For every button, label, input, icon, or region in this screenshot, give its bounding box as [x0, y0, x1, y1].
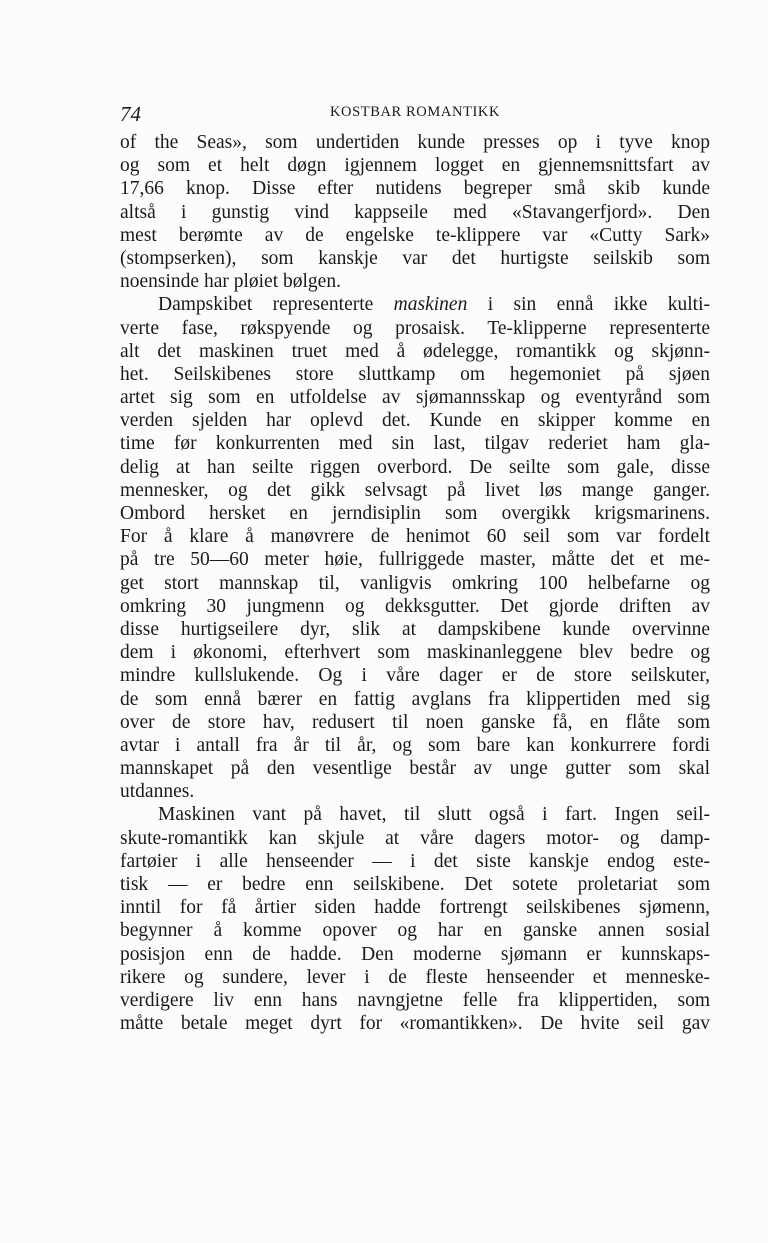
running-title: KOSTBAR ROMANTIKK	[329, 104, 501, 120]
text-line: mannskapet på den vesentlige består av unge gutter som skal	[120, 758, 710, 780]
text-line: 17,66 knop. Disse efter nutidens begreper små skib kunde	[120, 178, 710, 200]
text-line: For å klare å manøvrere de henimot 60 seil som var fordelt	[120, 526, 710, 548]
text-line: Dampskibet representerte maskinen i sin ennå ikke kulti-	[158, 294, 710, 316]
text-line: noensinde har pløiet bølgen.	[120, 271, 341, 293]
text-line: verdigere liv enn hans navngjetne felle fra klippertiden, som	[120, 989, 710, 1011]
text-line: posisjon enn de hadde. Den moderne sjømann er kunnskaps-	[120, 943, 710, 965]
text-line: artet sig som en utfoldelse av sjømannsskap og eventyrånd som	[120, 387, 710, 409]
body-text	[120, 131, 710, 1035]
text-line: Maskinen vant på havet, til slutt også i fart. Ingen seil-	[158, 804, 710, 826]
page-number: 74	[120, 102, 141, 126]
text-line: avtar i antall fra år til år, og som bare kan konkurrere fordi	[120, 734, 710, 756]
text-line: de som ennå bærer en fattig avglans fra klippertiden med sig	[120, 688, 710, 710]
text-line: altså i gunstig vind kappseile med «Stavangerfjord». Den	[120, 201, 710, 223]
emphasized-word: maskinen	[393, 294, 468, 316]
text-line: over de store hav, redusert til noen ganske få, en flåte som	[120, 711, 710, 733]
text-line: og som et helt døgn igjennem logget en gjennemsnittsfart av	[120, 155, 710, 177]
text-line: mindre kullslukende. Og i våre dager er de store seilskuter,	[120, 665, 710, 687]
text-line: het. Seilskibenes store sluttkamp om hegemoniet på sjøen	[120, 363, 710, 385]
text-line: omkring 30 jungmenn og dekksgutter. Det gjorde driften av	[120, 595, 710, 617]
text-line: get stort mannskap til, vanligvis omkring 100 helbefarne og	[120, 572, 710, 594]
text-line: time før konkurrenten med sin last, tilgav rederiet ham gla-	[120, 433, 710, 455]
text-line: på tre 50—60 meter høie, fullriggede master, måtte det et me-	[120, 549, 710, 571]
text-line: tisk — er bedre enn seilskibene. Det sotete proletariat som	[120, 874, 710, 895]
text-line: Ombord hersket en jerndisiplin som overgikk krigsmarinens.	[120, 503, 710, 524]
text-line: alt det maskinen truet med å ødelegge, romantikk og skjønn-	[120, 340, 710, 362]
text-line: (stompserken), som kanskje var det hurtigste seilskib som	[120, 247, 710, 269]
text-line: verte fase, røkspyende og prosaisk. Te-klipperne representerte	[120, 317, 710, 339]
text-line: mest berømte av de engelske te-klippere var «Cutty Sark»	[120, 224, 710, 246]
page-header	[120, 100, 710, 128]
text-line: of the Seas», som undertiden kunde presses op i tyve knop	[120, 132, 710, 153]
text-line: inntil for få årtier siden hadde fortrengt seilskibenes sjømenn,	[120, 897, 710, 919]
text-line: rikere og sundere, lever i de fleste henseender et menneske-	[120, 966, 710, 988]
text-line: utdannes.	[120, 781, 195, 803]
text-line: disse hurtigseilere dyr, slik at dampskibene kunde overvinne	[120, 618, 710, 640]
text-line: skute-romantikk kan skjule at våre dagers motor- og damp-	[120, 827, 710, 849]
text-line: mennesker, og det gikk selvsagt på livet løs mange ganger.	[120, 479, 710, 501]
text-line: fartøier i alle henseender — i det siste kanskje endog este-	[120, 850, 710, 872]
text-line: begynner å komme opover og har en ganske annen sosial	[120, 920, 710, 942]
text-line: delig at han seilte riggen overbord. De seilte som gale, disse	[120, 456, 710, 478]
text-line: verden sjelden har oplevd det. Kunde en skipper komme en	[120, 410, 710, 432]
text-line: dem i økonomi, efterhvert som maskinanleggene blev bedre og	[120, 642, 710, 664]
text-line: måtte betale meget dyrt for «romantikken». De hvite seil gav	[120, 1013, 710, 1035]
